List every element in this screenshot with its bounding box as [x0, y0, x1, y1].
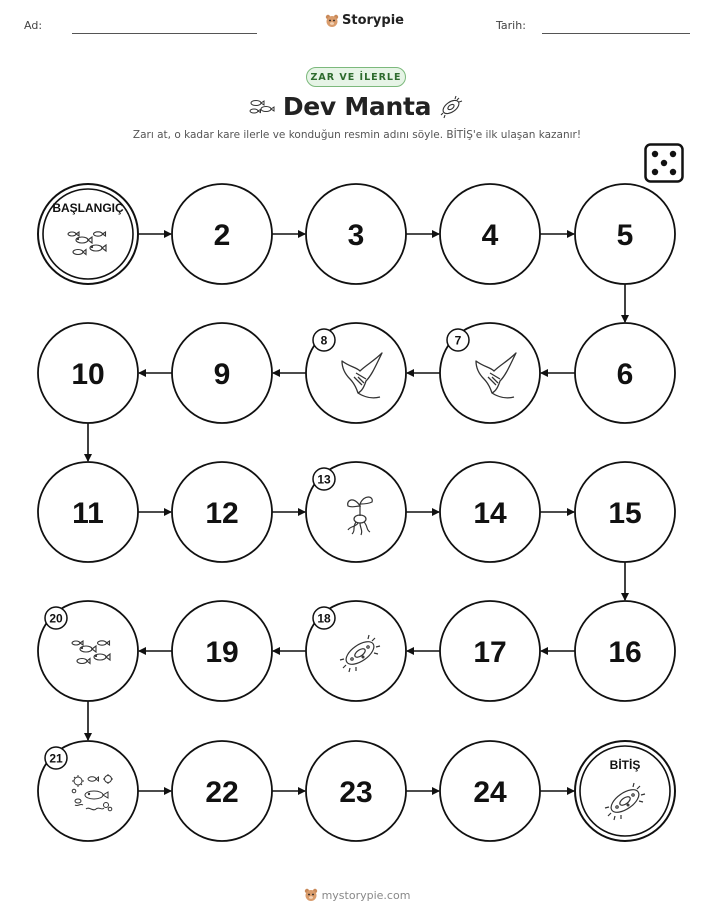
board-space-21[interactable]: [38, 741, 138, 841]
space-number: 9: [213, 358, 231, 391]
board-space-18[interactable]: [306, 601, 406, 701]
board-space-10[interactable]: [38, 323, 138, 423]
space-number: 13: [317, 472, 331, 487]
space-number: 20: [49, 611, 63, 626]
finish-label: BİTİŞ: [609, 758, 641, 772]
board-space-17[interactable]: [440, 601, 540, 701]
date-label: Tarih:: [496, 19, 526, 32]
board-space-24[interactable]: [440, 741, 540, 841]
space-number: 7: [454, 333, 462, 348]
board-space-8[interactable]: [306, 323, 406, 423]
space-number: 23: [339, 776, 373, 809]
board-space-7[interactable]: [440, 323, 540, 423]
board-space-14[interactable]: [440, 462, 540, 562]
space-number: 22: [205, 776, 239, 809]
board-space-13[interactable]: [306, 462, 406, 562]
board-space-2[interactable]: [172, 184, 272, 284]
space-number: 5: [616, 219, 634, 252]
space-number: 8: [320, 333, 328, 348]
start-label: BAŞLANGIÇ: [52, 201, 124, 215]
page-title: Dev Manta: [282, 92, 432, 121]
finish-space[interactable]: [575, 741, 675, 841]
board-space-15[interactable]: [575, 462, 675, 562]
space-number: 24: [473, 776, 507, 809]
board-space-4[interactable]: [440, 184, 540, 284]
footer: [0, 888, 714, 902]
space-number: 12: [205, 497, 239, 530]
space-number: 14: [473, 497, 507, 530]
board-space-20[interactable]: [38, 601, 138, 701]
space-number: 11: [72, 497, 104, 530]
space-number: 3: [347, 219, 365, 252]
space-number: 19: [205, 636, 239, 669]
game-type-badge: ZAR VE İLERLE: [306, 67, 406, 87]
name-label: Ad:: [24, 19, 43, 32]
space-number: 4: [481, 219, 499, 252]
footer-url: mystorypie.com: [321, 888, 411, 902]
bear-logo-icon: [304, 888, 318, 902]
space-number: 17: [473, 636, 507, 669]
space-number: 18: [317, 611, 331, 626]
space-number: 2: [213, 219, 231, 252]
board-space-12[interactable]: [172, 462, 272, 562]
board-space-22[interactable]: [172, 741, 272, 841]
instructions: Zarı at, o kadar kare ilerle ve konduğun resmin adını söyle. BİTİŞ'e ilk ulaşan kazanır!: [132, 129, 582, 141]
board-space-19[interactable]: [172, 601, 272, 701]
board-space-9[interactable]: [172, 323, 272, 423]
board-space-23[interactable]: [306, 741, 406, 841]
board-space-3[interactable]: [306, 184, 406, 284]
space-number: 10: [71, 358, 105, 391]
board-space-5[interactable]: [575, 184, 675, 284]
start-space[interactable]: [38, 184, 138, 284]
board-space-16[interactable]: [575, 601, 675, 701]
space-number: 16: [608, 636, 642, 669]
board-space-11[interactable]: [38, 462, 138, 562]
space-number: 15: [608, 497, 642, 530]
space-number: 6: [616, 358, 634, 391]
space-number: 21: [49, 751, 63, 766]
brand-name: Storypie: [342, 13, 404, 28]
board-space-6[interactable]: [575, 323, 675, 423]
